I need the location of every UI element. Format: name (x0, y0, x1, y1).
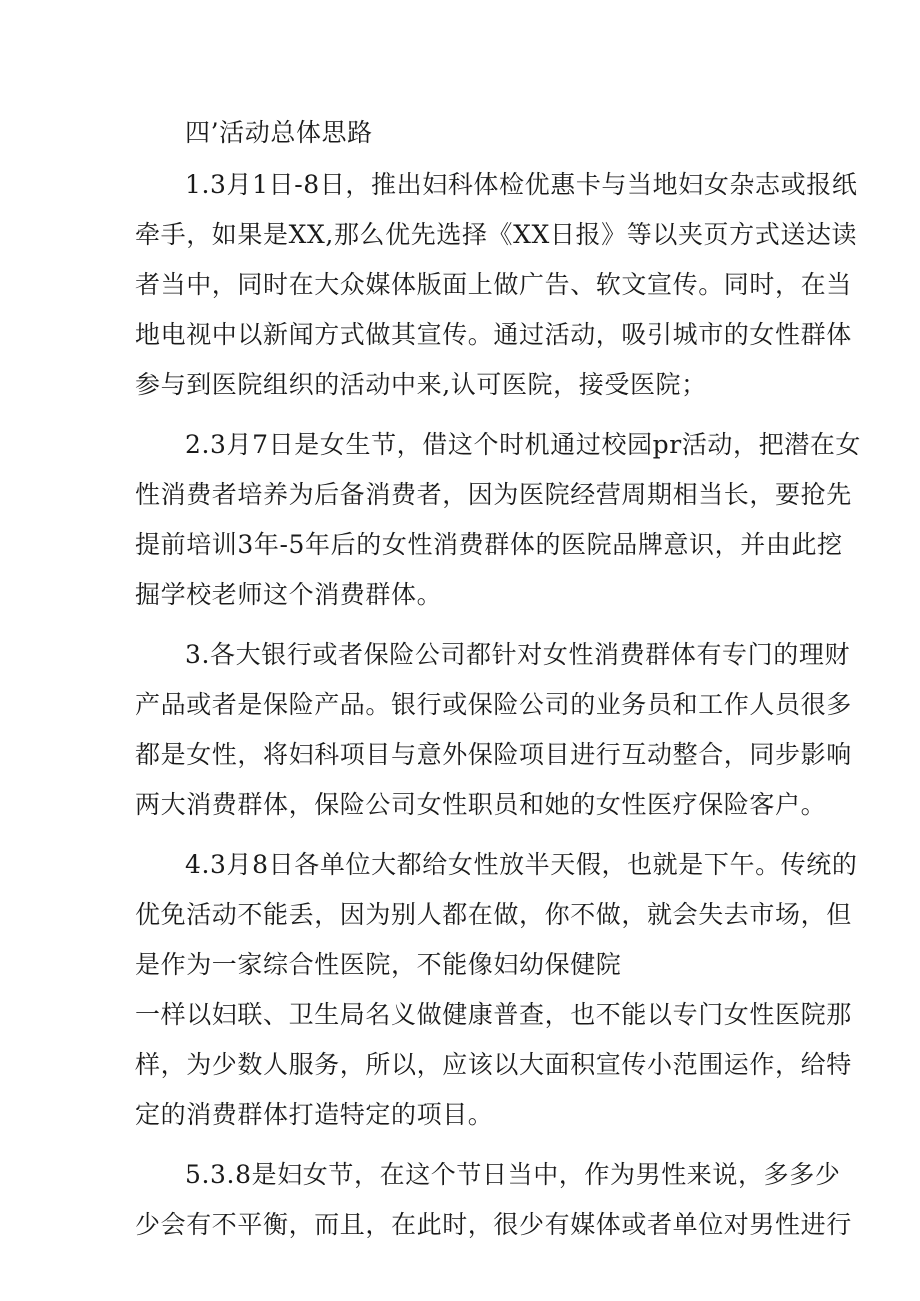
paragraph-3-line-2: 产品或者是保险产品。银行或保险公司的业务员和工作人员很多 (135, 690, 852, 719)
paragraph-1-line-2: 牵手，如果是XX,那么优先选择《XX日报》等以夹页方式送达读 (135, 220, 858, 249)
paragraph-1-line-5: 参与到医院组织的活动中来,认可医院，接受医院； (135, 370, 707, 399)
paragraph-5-line-2: 少会有不平衡，而且，在此时，很少有媒体或者单位对男性进行 (135, 1210, 852, 1239)
paragraph-5-line-1: 5.3.8是妇女节，在这个节日当中，作为男性来说，多多少 (185, 1160, 841, 1189)
paragraph-2-line-3: 提前培训3年-5年后的女性消费群体的医院品牌意识，并由此挖 (135, 530, 843, 559)
paragraph-4-line-2: 优免活动不能丢，因为别人都在做，你不做，就会失去市场，但 (135, 900, 852, 929)
paragraph-2-line-4: 掘学校老师这个消费群体。 (135, 580, 443, 609)
section-heading: 四’活动总体思路 (185, 118, 373, 147)
paragraph-3-line-3: 都是女性，将妇科项目与意外保险项目进行互动整合，同步影响 (135, 740, 852, 769)
paragraph-2-line-1: 2.3月7日是女生节，借这个时机通过校园pr活动，把潜在女 (185, 430, 862, 459)
paragraph-1-line-3: 者当中，同时在大众媒体版面上做广告、软文宣传。同时，在当 (135, 270, 852, 299)
paragraph-4-line-3: 是作为一家综合性医院，不能像妇幼保健院 (135, 950, 622, 979)
paragraph-4-line-5: 样，为少数人服务，所以，应该以大面积宣传小范围运作，给特 (135, 1050, 852, 1079)
paragraph-3-line-1: 3.各大银行或者保险公司都针对女性消费群体有专门的理财 (185, 640, 851, 669)
paragraph-4-line-4: 一样以妇联、卫生局名义做健康普查，也不能以专门女性医院那 (135, 1000, 852, 1029)
paragraph-2-line-2: 性消费者培养为后备消费者，因为医院经营周期相当长，要抢先 (135, 480, 852, 509)
paragraph-1-line-4: 地电视中以新闻方式做其宣传。通过活动，吸引城市的女性群体 (135, 320, 852, 349)
paragraph-1-line-1: 1.3月1日-8日，推出妇科体检优惠卡与当地妇女杂志或报纸 (185, 170, 858, 199)
paragraph-3-line-4: 两大消费群体，保险公司女性职员和她的女性医疗保险客户。 (135, 790, 827, 819)
paragraph-4-line-1: 4.3月8日各单位大都给女性放半天假，也就是下午。传统的 (185, 850, 858, 879)
paragraph-4-line-6: 定的消费群体打造特定的项目。 (135, 1100, 494, 1129)
